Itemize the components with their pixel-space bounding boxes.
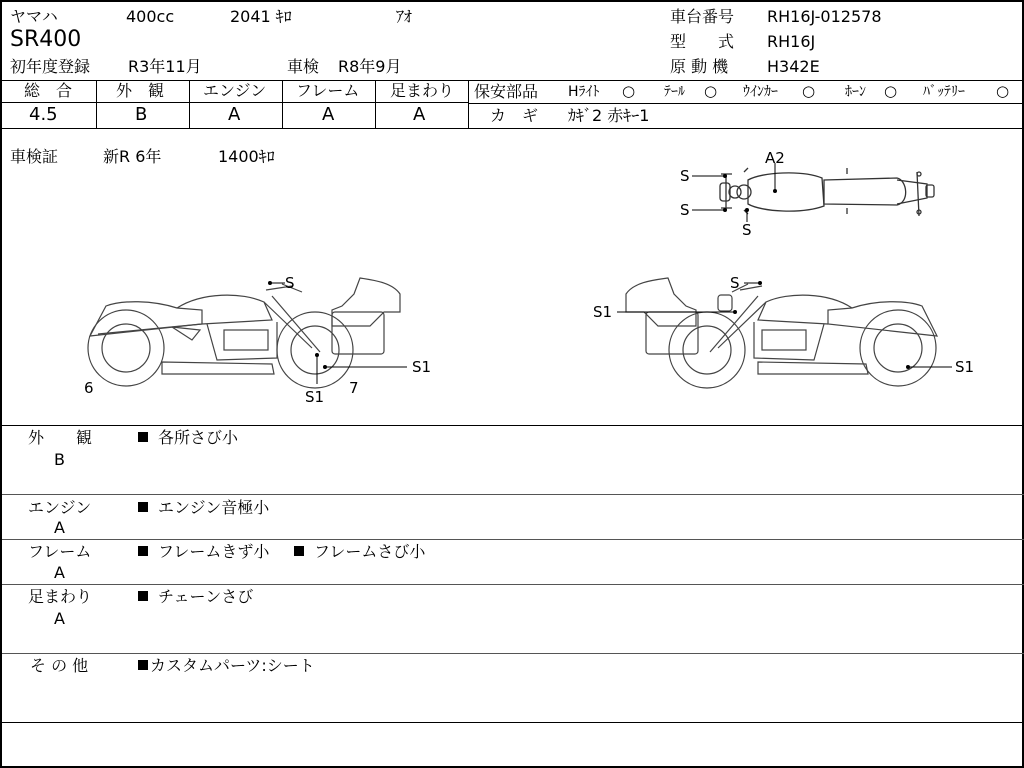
- safety-parts-label: 保安部品: [474, 82, 539, 101]
- inspection-value: R8年9月: [338, 57, 402, 76]
- note-exterior-grade: B: [54, 450, 65, 469]
- body-color: ｱｵ: [396, 7, 413, 26]
- mark-7-left: 7: [349, 379, 359, 397]
- divider: [282, 80, 283, 128]
- note-other-label: そ の 他: [30, 656, 89, 675]
- mileage: 2041 ｷﾛ: [230, 7, 292, 26]
- bullet-square-icon: [138, 591, 148, 601]
- divider: [2, 584, 1024, 585]
- motorcycle-right-view: [626, 278, 937, 388]
- overall-grade-label: 総 合: [24, 81, 73, 100]
- shakensho-value: 新R 6年: [103, 147, 162, 166]
- engine-model-value: H342E: [767, 57, 820, 76]
- inspection-label: 車検: [287, 57, 320, 76]
- shakensho-km: 1400ｷﾛ: [218, 147, 275, 166]
- bullet-square-icon: [138, 660, 148, 670]
- mark-s1-left-right: S1: [412, 358, 432, 376]
- safety-taillight-mark: ○: [704, 82, 718, 100]
- suspension-grade-value: A: [413, 104, 426, 125]
- displacement: 400cc: [126, 7, 175, 26]
- divider: [96, 80, 97, 128]
- motorcycle-top-view: [720, 168, 934, 216]
- divider: [2, 102, 468, 103]
- note-engine-label: エンジン: [28, 498, 92, 517]
- bullet-square-icon: [294, 546, 304, 556]
- safety-battery-mark: ○: [996, 82, 1010, 100]
- note-engine-grade: A: [54, 518, 65, 537]
- safety-horn-mark: ○: [884, 82, 898, 100]
- engine-grade-value: A: [228, 104, 241, 125]
- maker: ヤマハ: [10, 7, 58, 26]
- mark-s1-right-right: S1: [955, 358, 975, 376]
- bullet-square-icon: [138, 546, 148, 556]
- suspension-grade-label: 足まわり: [390, 81, 455, 100]
- divider: [2, 653, 1024, 654]
- divider: [2, 425, 1024, 426]
- note-other-item: カスタムパーツ:シート: [138, 658, 315, 674]
- bullet-square-icon: [138, 432, 148, 442]
- chassis-number: RH16J-012578: [767, 7, 882, 26]
- note-exterior-label: 外 観: [28, 428, 93, 447]
- frame-grade-value: A: [322, 104, 335, 125]
- divider: [468, 103, 1024, 104]
- shakensho-label: 車検証: [10, 147, 59, 166]
- note-frame-item-1: フレームきず小: [138, 544, 269, 560]
- left-view-markers: [268, 281, 407, 384]
- damage-diagram: [2, 129, 1024, 425]
- key-label: カ ギ: [490, 106, 539, 125]
- first-registration-value: R3年11月: [128, 57, 202, 76]
- bullet-square-icon: [138, 502, 148, 512]
- motorcycle-left-view: [88, 278, 400, 388]
- mark-s-top-lower: S: [680, 201, 690, 219]
- note-exterior-item: 各所さび小: [138, 430, 238, 446]
- mark-s-right: S: [730, 274, 740, 292]
- safety-item-headlight: Hﾗｲﾄ: [568, 84, 600, 100]
- note-suspension-item: チェーンさび: [138, 589, 253, 605]
- mark-s-top-upper: S: [680, 167, 690, 185]
- divider: [2, 494, 1024, 495]
- mark-s1-left-bottom: S1: [305, 388, 325, 406]
- top-view-markers: [692, 163, 777, 222]
- engine-model-label: 原 動 機: [670, 57, 729, 76]
- right-view-markers: [617, 281, 952, 369]
- type-value: RH16J: [767, 32, 816, 51]
- frame-grade-label: フレーム: [296, 81, 360, 100]
- note-frame-grade: A: [54, 563, 65, 582]
- key-value: ｶｷﾞ2 赤ｷｰ1: [568, 106, 650, 125]
- mark-a2-top: A2: [765, 149, 785, 167]
- divider: [189, 80, 190, 128]
- model-name: SR400: [10, 27, 82, 52]
- mark-6-left: 6: [84, 379, 94, 397]
- chassis-label: 車台番号: [670, 7, 735, 26]
- divider: [468, 80, 469, 128]
- safety-winker-mark: ○: [802, 82, 816, 100]
- engine-grade-label: エンジン: [203, 81, 267, 100]
- overall-grade-value: 4.5: [29, 104, 58, 125]
- divider: [2, 539, 1024, 540]
- exterior-grade-value: B: [135, 104, 148, 125]
- first-registration-label: 初年度登録: [10, 57, 91, 76]
- exterior-grade-label: 外 観: [116, 81, 165, 100]
- mark-s-top-bottom: S: [742, 221, 752, 239]
- note-suspension-grade: A: [54, 609, 65, 628]
- note-frame-label: フレーム: [28, 542, 92, 561]
- divider: [2, 722, 1024, 723]
- divider: [375, 80, 376, 128]
- note-frame-item-2: フレームさび小: [294, 544, 425, 560]
- note-suspension-label: 足まわり: [28, 587, 93, 606]
- safety-item-battery: ﾊﾞｯﾃﾘｰ: [923, 84, 965, 100]
- mark-s1-right-left: S1: [593, 303, 613, 321]
- mark-s-left: S: [285, 274, 295, 292]
- safety-item-taillight: ﾃｰﾙ: [664, 84, 685, 100]
- type-label: 型 式: [670, 32, 735, 51]
- safety-item-winker: ｳｲﾝｶｰ: [743, 84, 778, 100]
- safety-headlight-mark: ○: [622, 82, 636, 100]
- note-engine-item: エンジン音極小: [138, 500, 269, 516]
- safety-item-horn: ﾎｰﾝ: [845, 84, 866, 100]
